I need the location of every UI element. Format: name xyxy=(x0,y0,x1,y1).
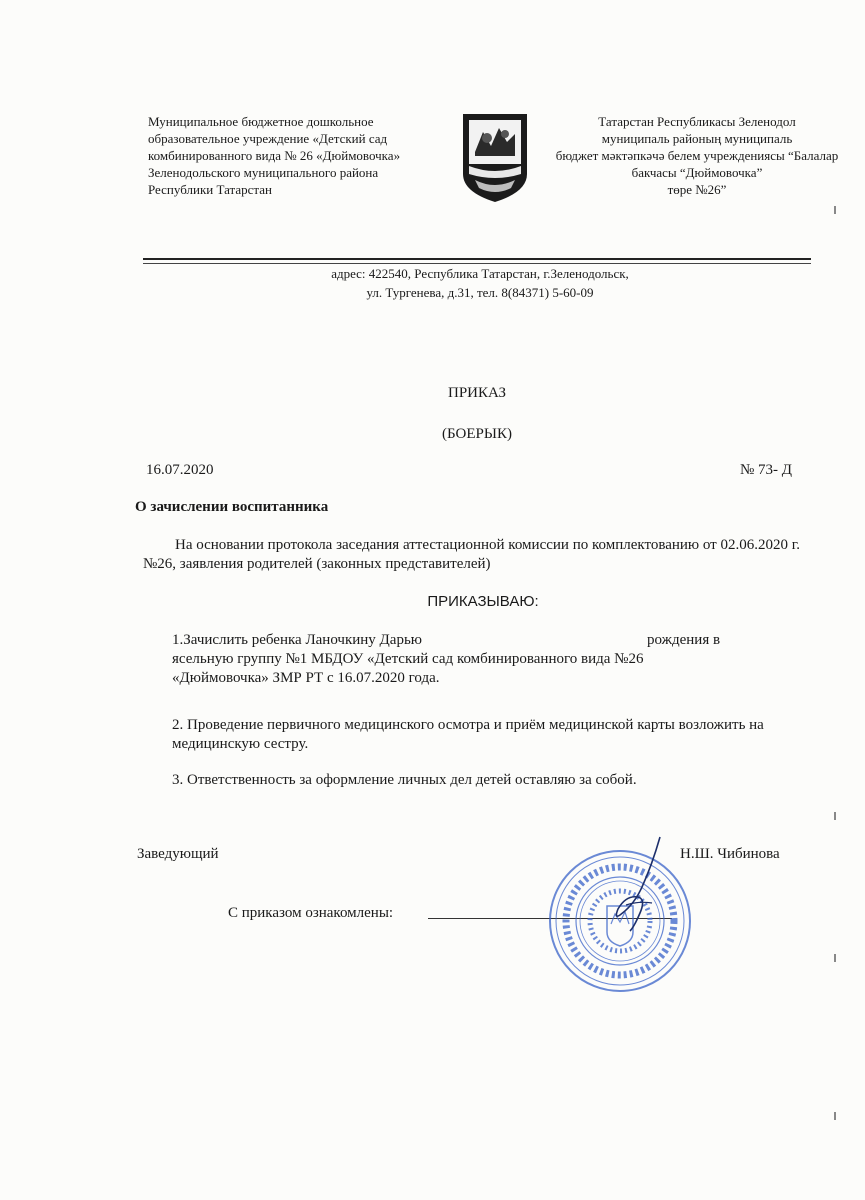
order-command: ПРИКАЗЫВАЮ: xyxy=(427,593,539,610)
org-line: бюджет мәктәпкәчә белем учреждениясы “Балалар xyxy=(555,148,839,163)
item-line: «Дюймовочка» ЗМР РТ с 16.07.2020 года. xyxy=(172,670,440,686)
item-line: ясельную группу №1 МБДОУ «Детский сад комбинированного вида №26 xyxy=(172,651,644,667)
order-number: № 73- Д xyxy=(739,462,792,478)
item-text: рождения в xyxy=(647,632,721,648)
order-date: 16.07.2020 xyxy=(146,462,214,478)
order-item-1 xyxy=(172,631,802,688)
order-item-2: 2. Проведение первичного медицинского осмотра и приём медицинской карты возложить на медицинскую сестру. xyxy=(172,717,764,752)
item-line xyxy=(172,631,802,650)
org-line: Муниципальное бюджетное дошкольное xyxy=(148,114,374,129)
coat-of-arms-icon xyxy=(461,112,529,204)
order-item-3: 3. Ответственность за оформление личных дел детей оставляю за собой. xyxy=(172,772,637,788)
signer-role: Заведующий xyxy=(137,846,219,862)
address-block xyxy=(200,264,760,302)
org-line: Зеленодольского муниципального района xyxy=(148,165,379,180)
address-line: адрес: 422540, Республика Татарстан, г.Зеленодольск, xyxy=(331,266,629,281)
handwritten-signature-icon xyxy=(590,835,670,935)
item-text: 1.Зачислить ребенка Ланочкину Дарью xyxy=(172,632,422,648)
scan-mark xyxy=(834,206,836,214)
org-name-russian xyxy=(148,113,448,198)
order-subject: О зачислении воспитанника xyxy=(135,499,329,515)
order-basis: На основании протокола заседания аттестационной комиссии по комплектованию от 02.06.2020 г. №26, заявления родителей (законных представителей) xyxy=(143,537,800,572)
signer-name: Н.Ш. Чибинова xyxy=(680,846,780,862)
scan-mark xyxy=(834,1112,836,1120)
header-divider xyxy=(143,258,811,260)
order-title-tatar: (БОЕРЫК) xyxy=(442,426,512,442)
org-line: Республики Татарстан xyxy=(148,182,272,197)
org-line: образовательное учреждение «Детский сад xyxy=(148,131,388,146)
address-line: ул. Тургенева, д.31, тел. 8(84371) 5-60-09 xyxy=(366,285,594,300)
org-line: комбинированного вида № 26 «Дюймовочка» xyxy=(148,148,401,163)
scan-mark xyxy=(834,954,836,962)
org-name-tatar xyxy=(532,113,862,198)
order-title: ПРИКАЗ xyxy=(448,385,506,401)
scan-mark xyxy=(834,812,836,820)
org-line: бакчасы “Дюймовочка” xyxy=(631,165,763,180)
org-line: Татарстан Республикасы Зеленодол xyxy=(598,114,796,129)
org-line: муниципаль районың муниципаль xyxy=(601,131,793,146)
acknowledgement-label: С приказом ознакомлены: xyxy=(228,905,394,921)
org-line: төре №26” xyxy=(667,182,727,197)
